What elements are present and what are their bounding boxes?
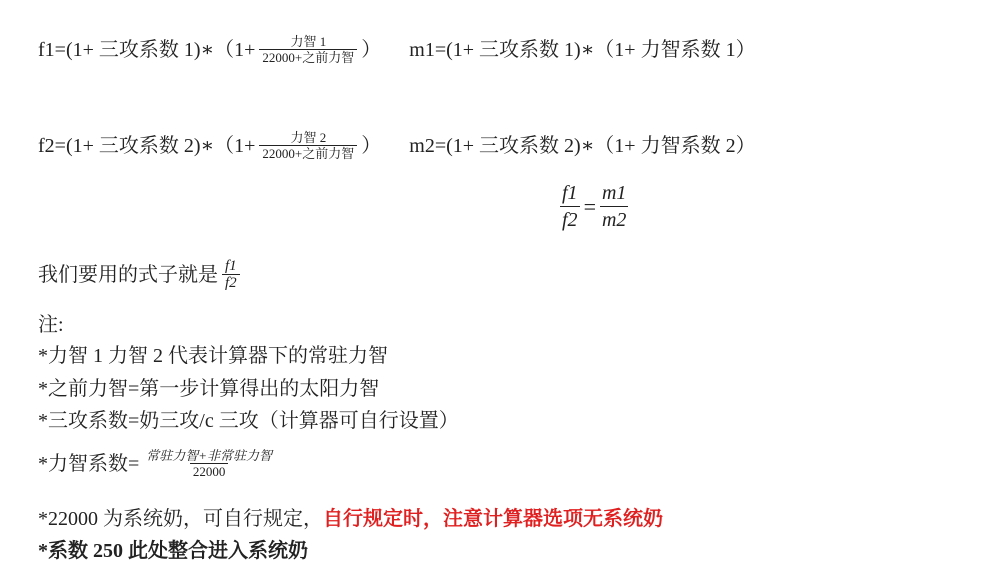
- equation-1: [38, 34, 756, 65]
- eq1-m-text: m1=(1+ 三攻系数 1)∗（1+ 力智系数 1）: [409, 38, 756, 61]
- note-2: *之前力智=第一步计算得出的太阳力智: [38, 378, 380, 400]
- eq1-fraction: [259, 34, 357, 65]
- eq1-frac-den: 22000+之前力智: [259, 49, 357, 65]
- eq2-close: ）: [361, 134, 382, 157]
- ratio-right-num: m1: [601, 182, 627, 204]
- eq2-mult: ∗（1+: [200, 134, 256, 157]
- ratio-left-den: f2: [560, 206, 580, 233]
- use-formula-fraction: [222, 258, 240, 291]
- ratio-equals: =: [583, 193, 596, 219]
- note-4-label: *力智系数=: [38, 452, 140, 475]
- eq2-frac-num: 力智 2: [290, 130, 327, 145]
- eq1-close: ）: [361, 38, 382, 61]
- eq1-mult: ∗（1+: [200, 38, 256, 61]
- ratio-left-fraction: [560, 180, 580, 233]
- note-title: 注:: [38, 314, 64, 336]
- note-5-warning: 自行规定时，注意计算器选项无系统奶: [323, 508, 663, 530]
- note-5: [38, 507, 663, 531]
- use-formula-num: f1: [225, 258, 237, 274]
- ratio-equation: [556, 180, 632, 233]
- note-4-num: 常驻力智+非常驻力智: [146, 448, 273, 463]
- note-5-plain: *22000 为系统奶，可自行规定，: [38, 508, 323, 530]
- note-3: *三攻系数=奶三攻/c 三攻（计算器可自行设置）: [38, 410, 459, 432]
- eq1-f-prefix: f1=(1+ 三攻系数 1): [38, 38, 201, 61]
- equation-2: [38, 130, 756, 161]
- eq2-frac-den: 22000+之前力智: [259, 145, 357, 161]
- note-1: *力智 1 力智 2 代表计算器下的常驻力智: [38, 345, 388, 367]
- eq2-f-prefix: f2=(1+ 三攻系数 2): [38, 134, 201, 157]
- use-formula-den: f2: [222, 274, 240, 291]
- use-formula-line: [38, 258, 244, 291]
- ratio-left-num: f1: [562, 182, 578, 204]
- eq2-fraction: [259, 130, 357, 161]
- ratio-right-fraction: [600, 180, 628, 233]
- note-4-den: 22000: [190, 463, 229, 479]
- ratio-right-den: m2: [600, 206, 628, 233]
- eq2-m-text: m2=(1+ 三攻系数 2)∗（1+ 力智系数 2）: [409, 134, 756, 157]
- note-4-fraction: [143, 448, 275, 479]
- note-4: [38, 448, 279, 479]
- use-formula-text: 我们要用的式子就是: [38, 263, 218, 286]
- note-6: *系数 250 此处整合进入系统奶: [38, 540, 308, 562]
- eq1-frac-num: 力智 1: [290, 34, 327, 49]
